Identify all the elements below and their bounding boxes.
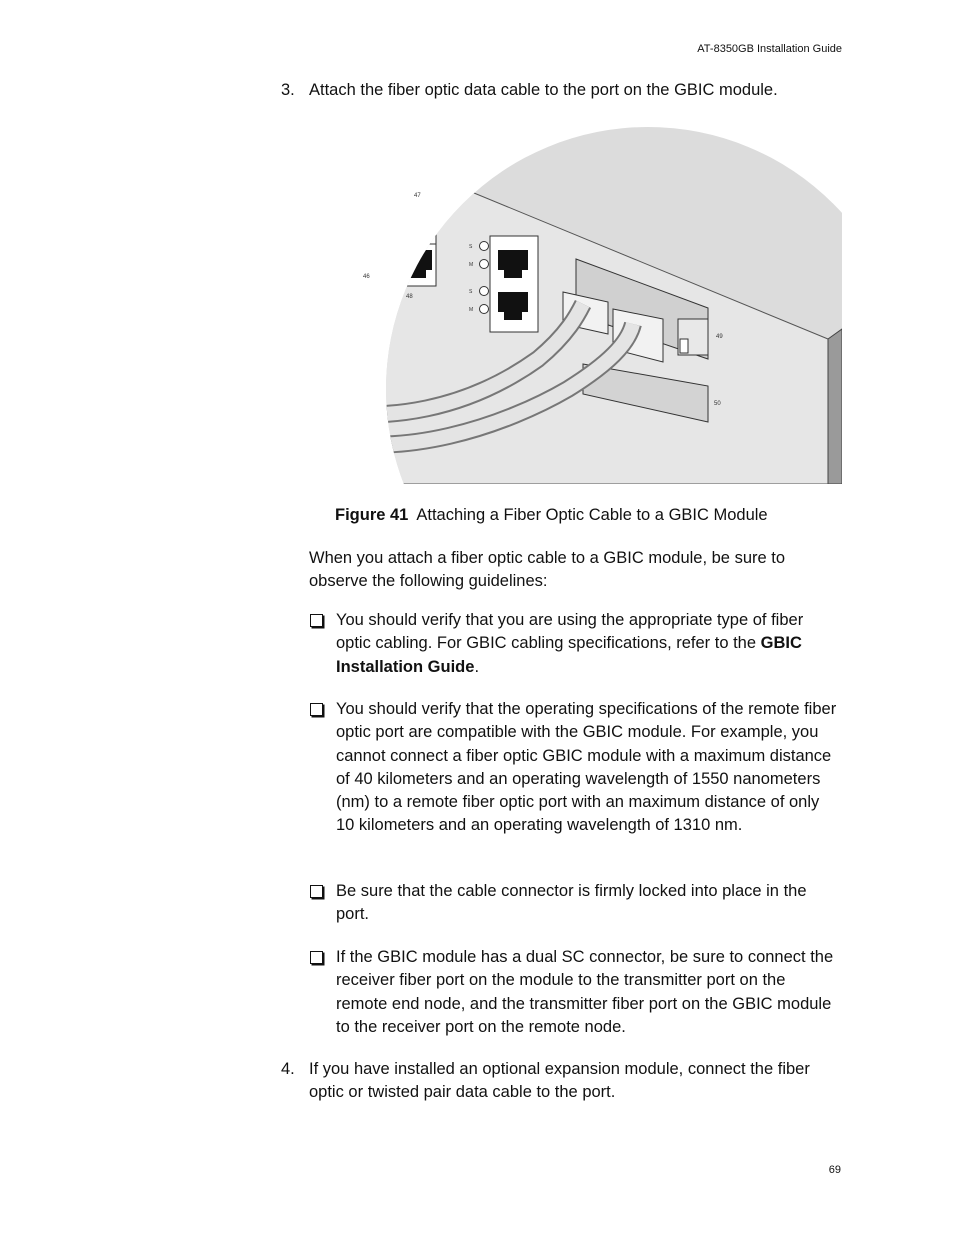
- guideline-4-text: If the GBIC module has a dual SC connector, be sure to connect the receiver fiber port on the module to the transmitter port on the remote end node, and the transmitter fiber port on the GBIC module to the receiver port on the remote node.: [336, 948, 834, 1036]
- running-header: AT-8350GB Installation Guide: [697, 43, 842, 55]
- figure-caption: [335, 506, 768, 525]
- page-number: 69: [828, 1164, 841, 1176]
- led-label-m1: M: [469, 262, 474, 268]
- step-4: [281, 1058, 841, 1104]
- figure-caption-text: Attaching a Fiber Optic Cable to a GBIC Module: [416, 506, 768, 524]
- port-label-46: 46: [363, 274, 370, 280]
- guideline-3-text: Be sure that the cable connector is firmly locked into place in the port.: [336, 882, 807, 924]
- step-3: [281, 79, 841, 102]
- led-label-s1: S: [469, 244, 473, 250]
- step-text: If you have installed an optional expansion module, connect the fiber optic or twisted pair data cable to the port.: [309, 1060, 810, 1101]
- port-label-50: 50: [714, 401, 721, 407]
- led-label-s2: S: [469, 289, 473, 295]
- port-label-49: 49: [716, 334, 723, 340]
- gbic-illustration: [308, 124, 842, 484]
- checkbox-bullet-icon: [310, 951, 323, 964]
- step-number: 3.: [281, 81, 295, 99]
- step-text: Attach the fiber optic data cable to the port on the GBIC module.: [309, 81, 778, 99]
- figure-41: [308, 124, 842, 484]
- port-label-47: 47: [414, 193, 421, 199]
- guideline-1-text: You should verify that you are using the appropriate type of fiber optic cabling. For GBIC cabling specifications, refer to the: [336, 611, 804, 653]
- gbic-guide-reference: GBIC Installation Guide: [336, 634, 802, 676]
- checkbox-bullet-icon: [310, 614, 323, 627]
- guideline-1-end: .: [474, 657, 480, 676]
- port-label-48: 48: [406, 294, 413, 300]
- checkbox-bullet-icon: [310, 703, 323, 716]
- guideline-item-2: [310, 698, 840, 838]
- led-label-m2: M: [469, 307, 474, 313]
- figure-label: Figure 41: [335, 506, 409, 524]
- guideline-item-3: [310, 880, 840, 927]
- step-number: 4.: [281, 1060, 295, 1078]
- intro-paragraph: When you attach a fiber optic cable to a GBIC module, be sure to observe the following guidelines:: [309, 549, 786, 590]
- guideline-item-1: [310, 609, 840, 679]
- guideline-2-text: You should verify that the operating specifications of the remote fiber optic port are compatible with the GBIC module. For example, you cannot connect a fiber optic GBIC module with a maximum distance of 40 kilometers and an operating wavelength of 1550 nanometers (nm) to a remote fiber optic port with an maximum distance of only 10 kilometers and an operating wavelength of 1310 nm.: [336, 700, 837, 835]
- guideline-item-4: [310, 946, 840, 1039]
- checkbox-bullet-icon: [310, 885, 323, 898]
